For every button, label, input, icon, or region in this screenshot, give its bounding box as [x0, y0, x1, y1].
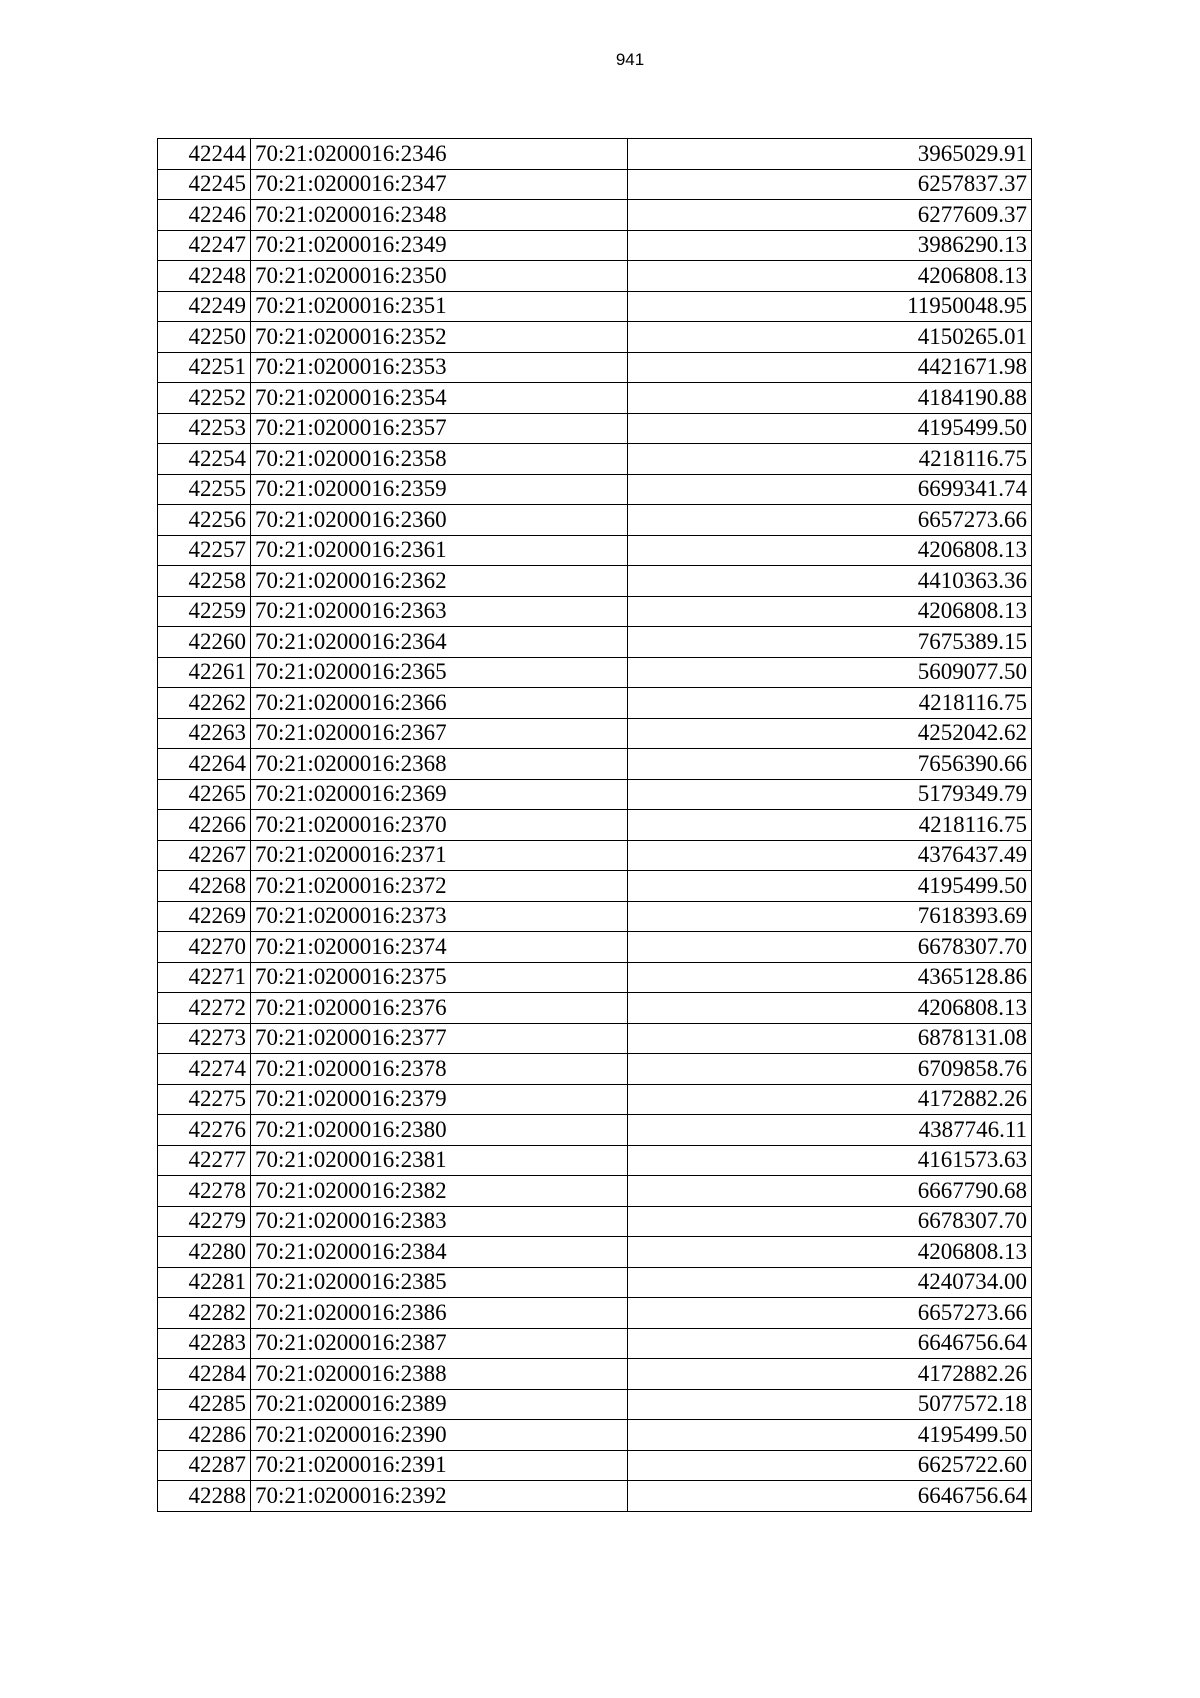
table-row: [158, 1054, 1032, 1085]
cadastral-value-cell: 6878131.08: [627, 1023, 1031, 1054]
table-row: [158, 596, 1032, 627]
cadastral-value-cell: 6678307.70: [627, 932, 1031, 963]
cadastral-number-cell: 70:21:0200016:2353: [250, 352, 627, 383]
cadastral-value-cell: 6646756.64: [627, 1481, 1031, 1512]
cadastral-number-cell: 70:21:0200016:2389: [250, 1389, 627, 1420]
table-row: [158, 657, 1032, 688]
table-row: [158, 139, 1032, 170]
row-number-cell: 42280: [158, 1237, 251, 1268]
cadastral-number-cell: 70:21:0200016:2360: [250, 505, 627, 536]
row-number-cell: 42274: [158, 1054, 251, 1085]
cadastral-value-cell: 4421671.98: [627, 352, 1031, 383]
cadastral-value-cell: 5179349.79: [627, 779, 1031, 810]
table-row: [158, 291, 1032, 322]
row-number-cell: 42268: [158, 871, 251, 902]
row-number-cell: 42267: [158, 840, 251, 871]
cadastral-number-cell: 70:21:0200016:2384: [250, 1237, 627, 1268]
row-number-cell: 42286: [158, 1420, 251, 1451]
table-row: [158, 383, 1032, 414]
cadastral-value-cell: 3986290.13: [627, 230, 1031, 261]
table-row: [158, 535, 1032, 566]
cadastral-value-cell: 4172882.26: [627, 1084, 1031, 1115]
cadastral-value-cell: 7618393.69: [627, 901, 1031, 932]
cadastral-number-cell: 70:21:0200016:2372: [250, 871, 627, 902]
cadastral-number-cell: 70:21:0200016:2369: [250, 779, 627, 810]
cadastral-value-cell: 4161573.63: [627, 1145, 1031, 1176]
cadastral-number-cell: 70:21:0200016:2357: [250, 413, 627, 444]
cadastral-number-cell: 70:21:0200016:2381: [250, 1145, 627, 1176]
table-row: [158, 474, 1032, 505]
row-number-cell: 42287: [158, 1450, 251, 1481]
cadastral-value-cell: 6678307.70: [627, 1206, 1031, 1237]
cadastral-value-cell: 4195499.50: [627, 413, 1031, 444]
row-number-cell: 42273: [158, 1023, 251, 1054]
table-row: [158, 1115, 1032, 1146]
row-number-cell: 42279: [158, 1206, 251, 1237]
row-number-cell: 42272: [158, 993, 251, 1024]
row-number-cell: 42253: [158, 413, 251, 444]
row-number-cell: 42244: [158, 139, 251, 170]
table-body: [158, 139, 1032, 1512]
row-number-cell: 42288: [158, 1481, 251, 1512]
table-row: [158, 1389, 1032, 1420]
table-row: [158, 1267, 1032, 1298]
cadastral-number-cell: 70:21:0200016:2368: [250, 749, 627, 780]
row-number-cell: 42264: [158, 749, 251, 780]
cadastral-number-cell: 70:21:0200016:2392: [250, 1481, 627, 1512]
cadastral-number-cell: 70:21:0200016:2390: [250, 1420, 627, 1451]
row-number-cell: 42250: [158, 322, 251, 353]
row-number-cell: 42262: [158, 688, 251, 719]
cadastral-value-cell: 6277609.37: [627, 200, 1031, 231]
row-number-cell: 42252: [158, 383, 251, 414]
cadastral-number-cell: 70:21:0200016:2359: [250, 474, 627, 505]
cadastral-number-cell: 70:21:0200016:2385: [250, 1267, 627, 1298]
cadastral-value-cell: 4218116.75: [627, 810, 1031, 841]
cadastral-number-cell: 70:21:0200016:2382: [250, 1176, 627, 1207]
table-row: [158, 566, 1032, 597]
table-row: [158, 1237, 1032, 1268]
cadastral-value-cell: 6625722.60: [627, 1450, 1031, 1481]
cadastral-value-cell: 6699341.74: [627, 474, 1031, 505]
row-number-cell: 42254: [158, 444, 251, 475]
row-number-cell: 42285: [158, 1389, 251, 1420]
row-number-cell: 42255: [158, 474, 251, 505]
row-number-cell: 42245: [158, 169, 251, 200]
cadastral-number-cell: 70:21:0200016:2377: [250, 1023, 627, 1054]
cadastral-number-cell: 70:21:0200016:2371: [250, 840, 627, 871]
row-number-cell: 42277: [158, 1145, 251, 1176]
cadastral-value-cell: 4172882.26: [627, 1359, 1031, 1390]
cadastral-number-cell: 70:21:0200016:2366: [250, 688, 627, 719]
table-row: [158, 322, 1032, 353]
row-number-cell: 42278: [158, 1176, 251, 1207]
table-row: [158, 871, 1032, 902]
row-number-cell: 42256: [158, 505, 251, 536]
cadastral-number-cell: 70:21:0200016:2364: [250, 627, 627, 658]
cadastral-value-cell: 6646756.64: [627, 1328, 1031, 1359]
cadastral-number-cell: 70:21:0200016:2383: [250, 1206, 627, 1237]
table-row: [158, 261, 1032, 292]
table-row: [158, 169, 1032, 200]
cadastral-value-cell: 6657273.66: [627, 1298, 1031, 1329]
row-number-cell: 42263: [158, 718, 251, 749]
cadastral-number-cell: 70:21:0200016:2379: [250, 1084, 627, 1115]
cadastral-number-cell: 70:21:0200016:2350: [250, 261, 627, 292]
cadastral-number-cell: 70:21:0200016:2358: [250, 444, 627, 475]
cadastral-value-cell: 6667790.68: [627, 1176, 1031, 1207]
row-number-cell: 42275: [158, 1084, 251, 1115]
table-row: [158, 505, 1032, 536]
table-row: [158, 718, 1032, 749]
row-number-cell: 42284: [158, 1359, 251, 1390]
cadastral-number-cell: 70:21:0200016:2373: [250, 901, 627, 932]
row-number-cell: 42249: [158, 291, 251, 322]
table-row: [158, 627, 1032, 658]
table-row: [158, 840, 1032, 871]
table-row: [158, 230, 1032, 261]
cadastral-number-cell: 70:21:0200016:2367: [250, 718, 627, 749]
table-row: [158, 749, 1032, 780]
table-row: [158, 1298, 1032, 1329]
cadastral-number-cell: 70:21:0200016:2354: [250, 383, 627, 414]
cadastral-value-cell: 4252042.62: [627, 718, 1031, 749]
table-row: [158, 1206, 1032, 1237]
cadastral-value-cell: 4240734.00: [627, 1267, 1031, 1298]
table-row: [158, 962, 1032, 993]
cadastral-value-cell: 4206808.13: [627, 1237, 1031, 1268]
table-row: [158, 1084, 1032, 1115]
table-row: [158, 444, 1032, 475]
row-number-cell: 42246: [158, 200, 251, 231]
row-number-cell: 42270: [158, 932, 251, 963]
cadastral-number-cell: 70:21:0200016:2363: [250, 596, 627, 627]
cadastral-value-cell: 5077572.18: [627, 1389, 1031, 1420]
row-number-cell: 42269: [158, 901, 251, 932]
table-row: [158, 1359, 1032, 1390]
cadastral-number-cell: 70:21:0200016:2347: [250, 169, 627, 200]
cadastral-number-cell: 70:21:0200016:2380: [250, 1115, 627, 1146]
table-row: [158, 688, 1032, 719]
cadastral-number-cell: 70:21:0200016:2348: [250, 200, 627, 231]
cadastral-number-cell: 70:21:0200016:2375: [250, 962, 627, 993]
cadastral-number-cell: 70:21:0200016:2388: [250, 1359, 627, 1390]
row-number-cell: 42259: [158, 596, 251, 627]
table-row: [158, 200, 1032, 231]
row-number-cell: 42248: [158, 261, 251, 292]
table-row: [158, 1328, 1032, 1359]
table-row: [158, 993, 1032, 1024]
cadastral-value-cell: 4206808.13: [627, 596, 1031, 627]
row-number-cell: 42261: [158, 657, 251, 688]
cadastral-value-table: [157, 138, 1032, 1512]
table-row: [158, 932, 1032, 963]
row-number-cell: 42265: [158, 779, 251, 810]
cadastral-value-cell: 5609077.50: [627, 657, 1031, 688]
cadastral-value-cell: 4206808.13: [627, 993, 1031, 1024]
table-row: [158, 352, 1032, 383]
cadastral-value-cell: 4365128.86: [627, 962, 1031, 993]
table-row: [158, 1023, 1032, 1054]
cadastral-number-cell: 70:21:0200016:2391: [250, 1450, 627, 1481]
cadastral-value-cell: 6709858.76: [627, 1054, 1031, 1085]
cadastral-number-cell: 70:21:0200016:2374: [250, 932, 627, 963]
row-number-cell: 42271: [158, 962, 251, 993]
cadastral-value-cell: 4184190.88: [627, 383, 1031, 414]
table-row: [158, 1145, 1032, 1176]
cadastral-value-cell: 4195499.50: [627, 871, 1031, 902]
table-row: [158, 1481, 1032, 1512]
row-number-cell: 42282: [158, 1298, 251, 1329]
cadastral-value-cell: 4376437.49: [627, 840, 1031, 871]
cadastral-number-cell: 70:21:0200016:2365: [250, 657, 627, 688]
cadastral-number-cell: 70:21:0200016:2361: [250, 535, 627, 566]
table-row: [158, 1176, 1032, 1207]
cadastral-number-cell: 70:21:0200016:2370: [250, 810, 627, 841]
row-number-cell: 42283: [158, 1328, 251, 1359]
row-number-cell: 42257: [158, 535, 251, 566]
row-number-cell: 42258: [158, 566, 251, 597]
cadastral-value-cell: 7675389.15: [627, 627, 1031, 658]
row-number-cell: 42247: [158, 230, 251, 261]
cadastral-number-cell: 70:21:0200016:2352: [250, 322, 627, 353]
row-number-cell: 42281: [158, 1267, 251, 1298]
cadastral-number-cell: 70:21:0200016:2362: [250, 566, 627, 597]
cadastral-value-cell: 4195499.50: [627, 1420, 1031, 1451]
cadastral-number-cell: 70:21:0200016:2378: [250, 1054, 627, 1085]
row-number-cell: 42251: [158, 352, 251, 383]
cadastral-value-cell: 4218116.75: [627, 444, 1031, 475]
cadastral-value-cell: 3965029.91: [627, 139, 1031, 170]
page-number: 941: [615, 50, 645, 69]
table-row: [158, 413, 1032, 444]
row-number-cell: 42260: [158, 627, 251, 658]
cadastral-number-cell: 70:21:0200016:2349: [250, 230, 627, 261]
cadastral-number-cell: 70:21:0200016:2351: [250, 291, 627, 322]
table-row: [158, 901, 1032, 932]
cadastral-value-cell: 4206808.13: [627, 535, 1031, 566]
cadastral-number-cell: 70:21:0200016:2387: [250, 1328, 627, 1359]
table-row: [158, 810, 1032, 841]
cadastral-number-cell: 70:21:0200016:2376: [250, 993, 627, 1024]
row-number-cell: 42266: [158, 810, 251, 841]
cadastral-value-cell: 4206808.13: [627, 261, 1031, 292]
row-number-cell: 42276: [158, 1115, 251, 1146]
cadastral-value-cell: 4150265.01: [627, 322, 1031, 353]
table-row: [158, 1420, 1032, 1451]
cadastral-number-cell: 70:21:0200016:2346: [250, 139, 627, 170]
cadastral-value-cell: 6657273.66: [627, 505, 1031, 536]
cadastral-value-cell: 7656390.66: [627, 749, 1031, 780]
cadastral-value-cell: 4387746.11: [627, 1115, 1031, 1146]
cadastral-number-cell: 70:21:0200016:2386: [250, 1298, 627, 1329]
table-row: [158, 1450, 1032, 1481]
cadastral-value-cell: 4410363.36: [627, 566, 1031, 597]
cadastral-value-cell: 4218116.75: [627, 688, 1031, 719]
table-row: [158, 779, 1032, 810]
cadastral-value-cell: 11950048.95: [627, 291, 1031, 322]
cadastral-value-cell: 6257837.37: [627, 169, 1031, 200]
